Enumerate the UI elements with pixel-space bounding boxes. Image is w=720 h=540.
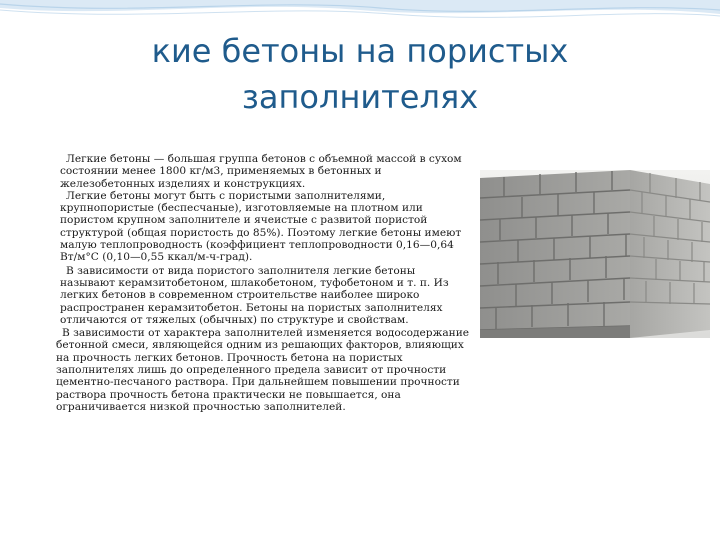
paragraph-1: Легкие бетоны — большая группа бетонов с объемной массой в сухом состоянии менее 1800 кг/м3, применяемых в бетонных и железобетонных изделиях и конструкциях. — [60, 153, 462, 190]
slide-title — [60, 28, 660, 120]
slide-title-line-2: заполнителях — [241, 78, 479, 116]
paragraph-2: Легкие бетоны могут быть с пористыми заполнителями, крупнопористые (беспесчаные), изготовляемые на плотном или пористом крупном заполнителе и ячеистые с развитой пористой структурой (общая пористость до 85%). Поэтому легкие бетоны имеют малую теплопроводность (коэффициент теплопроводности 0,16—0,64 Вт/м°С (0,10—0,55 ккал/м-ч-град). — [60, 189, 462, 264]
slide-title-line-1: кие бетоны на пористых — [151, 32, 569, 70]
body-text — [56, 153, 470, 413]
paragraph-4: В зависимости от характера заполнителей изменяется водосодержание бетонной смеси, являющейся одним из решающих факторов, влияющих на прочность легких бетонов. Прочность бетона на пористых заполнителях лишь до определенного предела зависит от прочности цементно-песчаного раствора. При дальнейшем повышении прочности раствора прочность бетона практически не повышается, она ограничивается низкой прочностью заполнителей. — [56, 327, 470, 413]
concrete-blocks-photo — [480, 170, 710, 338]
paragraph-3: В зависимости от вида пористого заполнителя легкие бетоны называют керамзитобетоном, шлакобетоном, туфобетоном и т. п. Из легких бетонов в современном строительстве наиболее широко распространен керамзитобетон. Бетоны на пористых заполнителях отличаются от тяжелых (обычных) по структуре и свойствам. — [60, 264, 449, 326]
